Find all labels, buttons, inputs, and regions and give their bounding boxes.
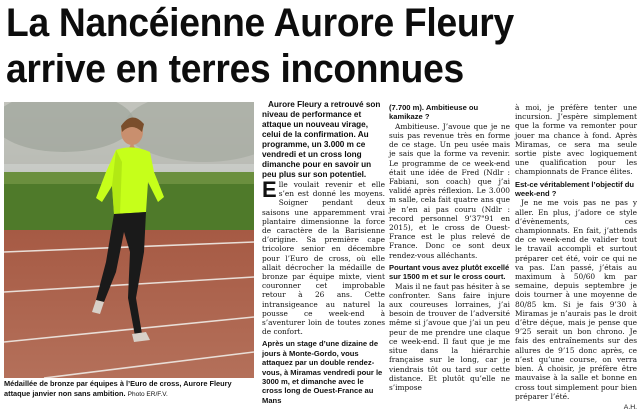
article-paragraph-1: Elle voulait revenir et elle s’en est donné les moyens. Soigner pendant deux saisons une apparemment vrai plantaire dimensionne la force de caractère de la Barisienne d’origine. Sa première cape tricolore senior en décembre pour l’Euro de cross, où elle allait décrocher la médaille de bronze par équipe mixte, vient couronner cet improbable retour à 26 ans. Cette intransigeance au naturel la pousse ce week-end à s’aventurer loin de toutes zones de confort. (262, 177, 385, 337)
article-chapo: Aurore Fleury a retrouvé son niveau de performance et attaque un nouveau virage, celui de la confirmation. Au programme, un 3.000 m ce vendredi et un cross long dimanche pour en savoir un peu plus sur son potentiel. (262, 100, 381, 179)
article-column-1 (262, 100, 385, 405)
article-paragraph-5: Je ne me vois pas ne pas y aller. En plus, j’adore ce style d’évènements, ces championnats. En fait, j’attends de ce week-end de valider tout le travail accompli et surtout préparer cet été, voir ce qui ne va pas. L’an passé, j’étais au maximum à 50/60 km par semaine, depuis septembre je dois tourner à une moyenne de 80/85 km. Si je fais 9’30 à Miramas je n’aurais pas le droit d’être déçue, mais je pense que 9’25 serait un bon chrono. Je fais des entraînements sur des allures de 9’15 donc après, ce n’est qu’une course, on verra bien. À choisir, je préfère être mauvaise à la salle et bonne en cross tout simplement pour bien préparer l’été. (515, 198, 637, 401)
article-paragraph-2: Ambitieuse. J’avoue que je ne suis pas revenue très en forme de ce stage. Un peu usée mais je sais que la forme va revenir. Le programme de ce week-end était une idée de Fred (Ndlr : Fabiani, son coach) que j’ai validé après réflexion. Le 3.000 m salle, cela fait quatre ans que je n’en ai pas couru (Ndlr : record personnel 9’37"91 en 2015), et le cross de Ouest-France est le plus relevé de France. Donc ce sont deux rendez-vous alléchants. (389, 121, 510, 260)
article-column-2 (389, 103, 510, 392)
photo-caption-text: Médaillée de bronze par équipes à l’Euro de cross, Aurore Fleury attaque janvier non sans ambition. (4, 379, 232, 398)
author-signature: A.H. (623, 403, 637, 411)
interview-question-3: Est-ce véritablement l’objectif du week-end ? (515, 179, 634, 199)
headline-line-2: arrive en terres inconnues (6, 47, 464, 91)
article-paragraph-3: Mais il ne faut pas hésiter à se confronter. Sans faire injure aux coureuses lorraines, j’ai besoin de trouver de l’adversité même si j’avoue que j’ai un peu peur de me prendre une claque ce week-end. Il faut que je me situe dans la hiérarchie française sur le long, car je viendrais tôt ou tard sur cette distance. Et plutôt qu’elle ne s’impose (389, 281, 510, 392)
runner-photo-image (4, 102, 254, 378)
interview-question-2: Pourtant vous avez plutôt excellé sur 1500 m et sur le cross court. (389, 262, 510, 282)
interview-question-1-end: (7.700 m). Ambitieuse ou kamikaze ? (389, 103, 479, 122)
photo-caption (4, 379, 256, 400)
headline (6, 0, 592, 92)
photo-credit: Photo ER/F.V. (127, 391, 168, 398)
article-photo (4, 102, 254, 378)
interview-question-1: Après un stage d’une dizaine de jours à Monte-Gordo, vous attaquez par un double rendez-vous, à Miramas vendredi pour le 3000 m, et dimanche avec le cross long de Ouest-France au Mans (262, 339, 383, 405)
headline-line-1: La Nancéienne Aurore Fleury (6, 1, 514, 45)
article-column-3 (515, 103, 637, 412)
article-paragraph-4: à moi, je préfère tenter une incursion. J’espère simplement que la forme va remonter pour jouer ma chance à fond. Après Miramas, ce sera ma seule sortie piste avec logiquement une qualification pour les championnats de France élites. (515, 103, 637, 177)
